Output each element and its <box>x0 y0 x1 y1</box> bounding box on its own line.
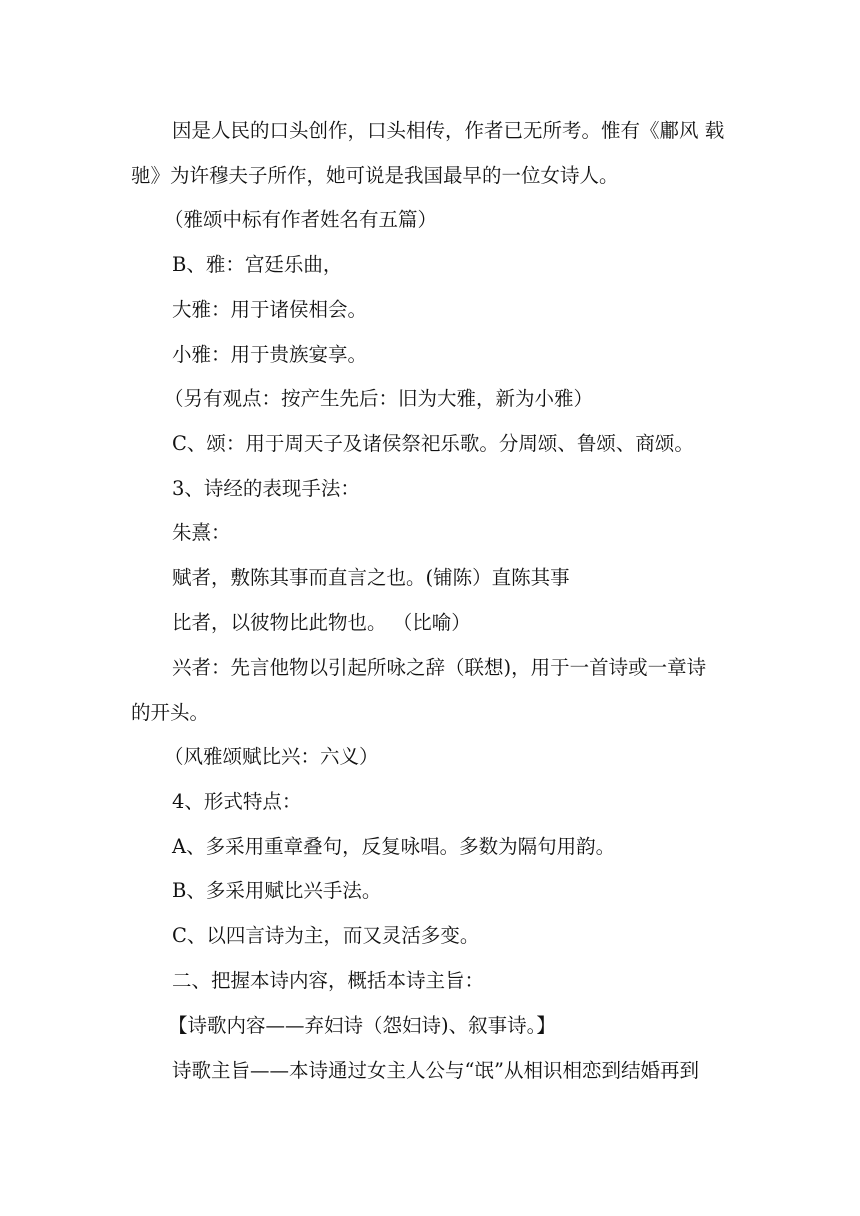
text-line: 驰》为许穆夫子所作，她可说是我国最早的一位女诗人。 <box>131 164 619 187</box>
text-line: B、多采用赋比兴手法。 <box>172 879 382 902</box>
text-line: C、颂：用于周天子及诸侯祭祀乐歌。分周颂、鲁颂、商颂。 <box>172 432 694 455</box>
text-line: 【诗歌内容——弃妇诗（怨妇诗)、叙事诗。】 <box>168 1014 556 1037</box>
text-line: 比者，以彼物比此物也。 （比喻） <box>172 611 471 634</box>
text-line: 因是人民的口头创作，口头相传，作者已无所考。惟有《鄘风 载 <box>172 119 725 142</box>
text-line: C、以四言诗为主，而又灵活多变。 <box>172 924 480 947</box>
text-line: A、多采用重章叠句，反复咏唱。多数为隔句用韵。 <box>172 835 616 858</box>
text-line: 4、形式特点： <box>172 790 302 813</box>
text-line: 3、诗经的表现手法： <box>172 477 360 500</box>
text-line: 二、把握本诗内容，概括本诗主旨： <box>172 969 485 992</box>
text-line: 赋者，敷陈其事而直言之也。(铺陈）直陈其事 <box>172 566 570 589</box>
text-line: （风雅颂赋比兴：六义） <box>164 745 379 768</box>
text-line: 朱熹： <box>172 521 231 544</box>
text-line: （雅颂中标有作者姓名有五篇） <box>164 208 438 231</box>
text-line: 兴者：先言他物以引起所咏之辞（联想)，用于一首诗或一章诗 <box>172 656 707 679</box>
text-line: 的开头。 <box>131 701 210 724</box>
text-line: 诗歌主旨——本诗通过女主人公与“氓”从相识相恋到结婚再到 <box>172 1059 699 1082</box>
text-line: （另有观点：按产生先后：旧为大雅，新为小雅） <box>164 387 594 410</box>
text-line: 大雅：用于诸侯相会。 <box>172 298 368 321</box>
text-line: 小雅：用于贵族宴享。 <box>172 343 368 366</box>
text-line: B、雅：宫廷乐曲， <box>172 253 343 276</box>
